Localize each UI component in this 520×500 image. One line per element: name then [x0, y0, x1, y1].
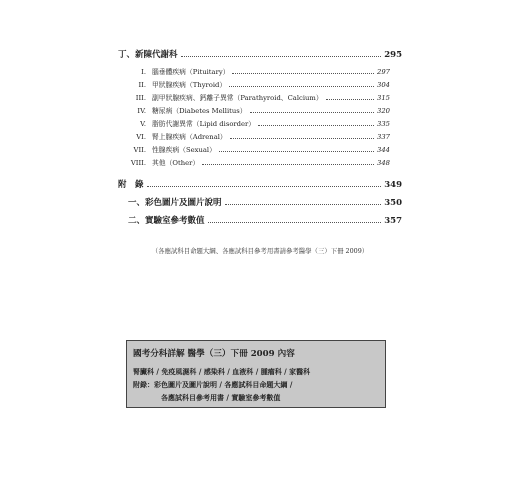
- toc-page-number: 357: [384, 216, 402, 226]
- dot-leader: [230, 137, 374, 139]
- toc-page-number: 350: [384, 198, 402, 208]
- toc-page-number: 344: [377, 146, 390, 154]
- toc-appendix-label: 附 錄: [118, 180, 144, 190]
- toc-item-number: IV.: [137, 107, 146, 115]
- contents-box: [126, 340, 386, 408]
- toc-page-number: 315: [377, 94, 390, 102]
- toc-page-number: 295: [384, 50, 402, 60]
- toc-item-label: 副甲狀腺疾病、鈣離子異常（Parathyroid、Calcium）: [152, 94, 323, 102]
- toc-appendix-item[interactable]: [128, 196, 402, 208]
- toc-appendix-item-label: 一、彩色圖片及圖片說明: [128, 198, 222, 208]
- contents-box-title: 國考分科詳解 醫學（三）下冊 2009 內容: [133, 349, 295, 359]
- contents-box-line: 各應試科目參考用書 / 實驗室參考數值: [161, 393, 281, 402]
- dot-leader: [208, 221, 382, 223]
- toc-section-label: 丁、新陳代謝科: [118, 50, 178, 60]
- toc-item-number: II.: [138, 81, 146, 89]
- toc-item-number: V.: [140, 120, 146, 128]
- toc-item[interactable]: [126, 157, 390, 168]
- dot-leader: [326, 98, 374, 100]
- toc-item-label: 糖尿病（Diabetes Mellitus）: [152, 107, 247, 115]
- contents-box-line: 腎臟科 / 免疫風濕科 / 感染科 / 血液科 / 腫瘤科 / 家醫科: [133, 367, 311, 376]
- toc-item-number: VIII.: [130, 159, 146, 167]
- toc-item[interactable]: [126, 92, 390, 103]
- toc-appendix-item-label: 二、實驗室參考數值: [128, 216, 205, 226]
- toc-appendix-item[interactable]: [128, 214, 402, 226]
- dot-leader: [202, 163, 374, 165]
- contents-box-line: 附錄：彩色圖片及圖片說明 / 各應試科目命題大綱 /: [133, 380, 293, 389]
- toc-page-number: 335: [377, 120, 390, 128]
- dot-leader: [219, 150, 374, 152]
- toc-item-label: 其他（Other）: [152, 159, 200, 167]
- toc-page-number: 337: [377, 133, 390, 141]
- toc-item[interactable]: [126, 79, 390, 90]
- toc-item-label: 性腺疾病（Sexual）: [152, 146, 216, 154]
- toc-item-label: 腦垂體疾病（Pituitary）: [152, 68, 230, 76]
- toc-page-number: 348: [377, 159, 390, 167]
- dot-leader: [225, 203, 382, 205]
- dot-leader: [258, 124, 374, 126]
- dot-leader: [232, 72, 374, 74]
- toc-item-number: I.: [141, 68, 146, 76]
- toc-appendix[interactable]: [118, 178, 402, 190]
- toc-item[interactable]: [126, 118, 390, 129]
- toc-item[interactable]: [126, 131, 390, 142]
- toc-page-number: 320: [377, 107, 390, 115]
- toc-item-label: 甲狀腺疾病（Thyroid）: [152, 81, 227, 89]
- toc-item-number: III.: [135, 94, 146, 102]
- dot-leader: [147, 185, 382, 187]
- dot-leader: [250, 111, 374, 113]
- reference-note: （各應試科目命題大綱、各應試科目參考用書請參考醫學（三）下冊 2009）: [151, 247, 369, 255]
- toc-item-number: VI.: [136, 133, 146, 141]
- toc-item-number: VII.: [133, 146, 146, 154]
- toc-item[interactable]: [126, 66, 390, 77]
- toc-page-number: 349: [384, 180, 402, 190]
- toc-item[interactable]: [126, 105, 390, 116]
- dot-leader: [181, 55, 382, 57]
- toc-section-d[interactable]: [118, 48, 402, 60]
- toc-page-number: 297: [377, 68, 390, 76]
- toc-item[interactable]: [126, 144, 390, 155]
- dot-leader: [229, 85, 374, 87]
- toc-item-label: 腎上腺疾病（Adrenal）: [152, 133, 227, 141]
- toc-item-label: 脂肪代謝異常（Lipid disorder）: [152, 120, 256, 128]
- toc-page-number: 304: [377, 81, 390, 89]
